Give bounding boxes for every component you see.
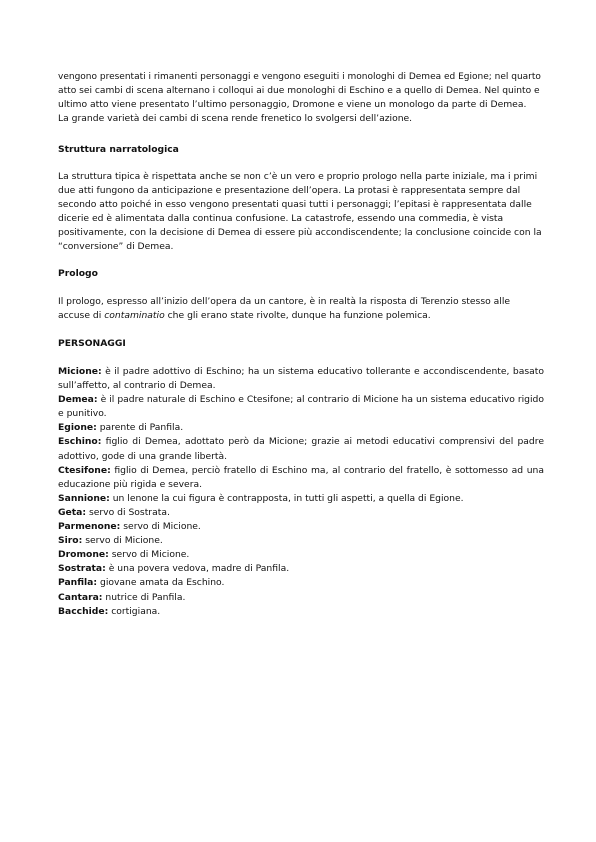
character-entry (58, 421, 544, 435)
prologo-text: accuse di (58, 310, 105, 322)
character-description: è una povera vedova, madre di Panfila. (108, 563, 290, 575)
character-description: figlio di Demea, perciò fratello di Eschino ma, al contrario del fratello, è sottomesso ad una educazione più rigida e severa. (58, 464, 544, 490)
character-name: Sannione: (58, 492, 110, 504)
character-name: Egione: (58, 422, 97, 434)
character-description: è il padre adottivo di Eschino; ha un sistema educativo tollerante e accondiscendente, basato sull’affetto, al contrario di Demea. (58, 366, 544, 392)
character-description: un lenone la cui figura è contrapposta, in tutti gli aspetti, a quella di Egione. (112, 492, 464, 504)
character-description: figlio di Demea, adottato però da Micione; grazie ai metodi educativi comprensivi del padre adottivo, gode di una grande libertà. (58, 436, 544, 462)
character-list (58, 365, 544, 619)
character-entry (58, 435, 544, 463)
character-description: servo di Sostrata. (88, 506, 170, 518)
character-entry (58, 393, 544, 421)
character-description: giovane amata da Eschino. (99, 577, 225, 589)
intro-line: vengono presentati i rimanenti personaggi e vengono eseguiti i monologhi di Demea ed Egione; nel quarto (58, 72, 541, 82)
character-name: Ctesifone: (58, 464, 111, 476)
intro-paragraph (58, 70, 544, 126)
character-entry (58, 506, 544, 520)
section-heading-personaggi: PERSONAGGI (58, 338, 126, 349)
character-entry (58, 534, 544, 548)
section-heading-prologo: Prologo (58, 268, 98, 279)
struttura-line: “conversione” di Demea. (58, 241, 174, 253)
character-description: nutrice di Panfila. (105, 591, 186, 603)
character-name: Parmenone: (58, 521, 121, 533)
character-name: Bacchide: (58, 605, 109, 617)
struttura-line: dicerie ed è alimentata dalla continua confusione. La catastrofe, essendo una commedia, è vista (58, 213, 504, 225)
character-name: Geta: (58, 506, 87, 518)
character-entry (58, 464, 544, 492)
struttura-line: secondo atto poiché in esso vengono presentati quasi tutti i personaggi; l’epitasi è rappresentata dalle (58, 199, 532, 211)
intro-line: La grande varietà dei cambi di scena rende frenetico lo svolgersi dell’azione. (58, 113, 413, 125)
character-entry (58, 605, 544, 619)
struttura-paragraph (58, 170, 544, 255)
prologo-line (58, 309, 544, 323)
character-description: cortigiana. (111, 605, 161, 617)
struttura-line: La struttura tipica è rispettata anche se non c’è un vero e proprio prologo nella parte iniziale, ma i primi (58, 171, 538, 182)
struttura-line: due atti fungono da anticipazione e presentazione dell’opera. La protasi è rappresentata sempre dal (58, 185, 521, 197)
section-heading-struttura: Struttura narratologica (58, 144, 179, 155)
character-entry (58, 591, 544, 605)
character-description: parente di Panfila. (99, 422, 184, 434)
character-description: servo di Micione. (111, 549, 190, 561)
character-name: Cantara: (58, 591, 103, 603)
intro-line: ultimo atto viene presentato l’ultimo personaggio, Dromone e viene un monologo da parte di Demea. (58, 99, 527, 111)
character-description: servo di Micione. (123, 521, 201, 533)
intro-line: atto sei cambi di scena alternano i colloqui ai due monologhi di Eschino e a quello di Demea. Nel quinto e (58, 86, 540, 97)
contaminatio-term: contaminatio (104, 310, 165, 322)
struttura-line: positivamente, con la decisione di Demea di essere più accondiscendente; la conclusione coincide con la (58, 227, 542, 239)
character-entry (58, 520, 544, 534)
character-name: Sostrata: (58, 563, 106, 575)
character-name: Dromone: (58, 549, 109, 561)
character-entry (58, 492, 544, 506)
prologo-line: Il prologo, espresso all’inizio dell’opera da un cantore, è in realtà la risposta di Terenzio stesso alle (58, 296, 511, 307)
character-name: Micione: (58, 366, 102, 377)
character-name: Siro: (58, 535, 83, 547)
prologo-paragraph (58, 295, 544, 323)
character-entry (58, 365, 544, 393)
character-name: Demea: (58, 394, 98, 406)
prologo-text: che gli erano state rivolte, dunque ha funzione polemica. (164, 310, 431, 322)
character-entry (58, 562, 544, 576)
character-description: è il padre naturale di Eschino e Ctesifone; al contrario di Micione ha un sistema educativo rigido e punitivo. (58, 394, 544, 420)
character-name: Eschino: (58, 436, 102, 448)
character-description: servo di Micione. (85, 535, 163, 547)
character-name: Panfila: (58, 577, 98, 589)
character-entry (58, 548, 544, 562)
character-entry (58, 576, 544, 590)
